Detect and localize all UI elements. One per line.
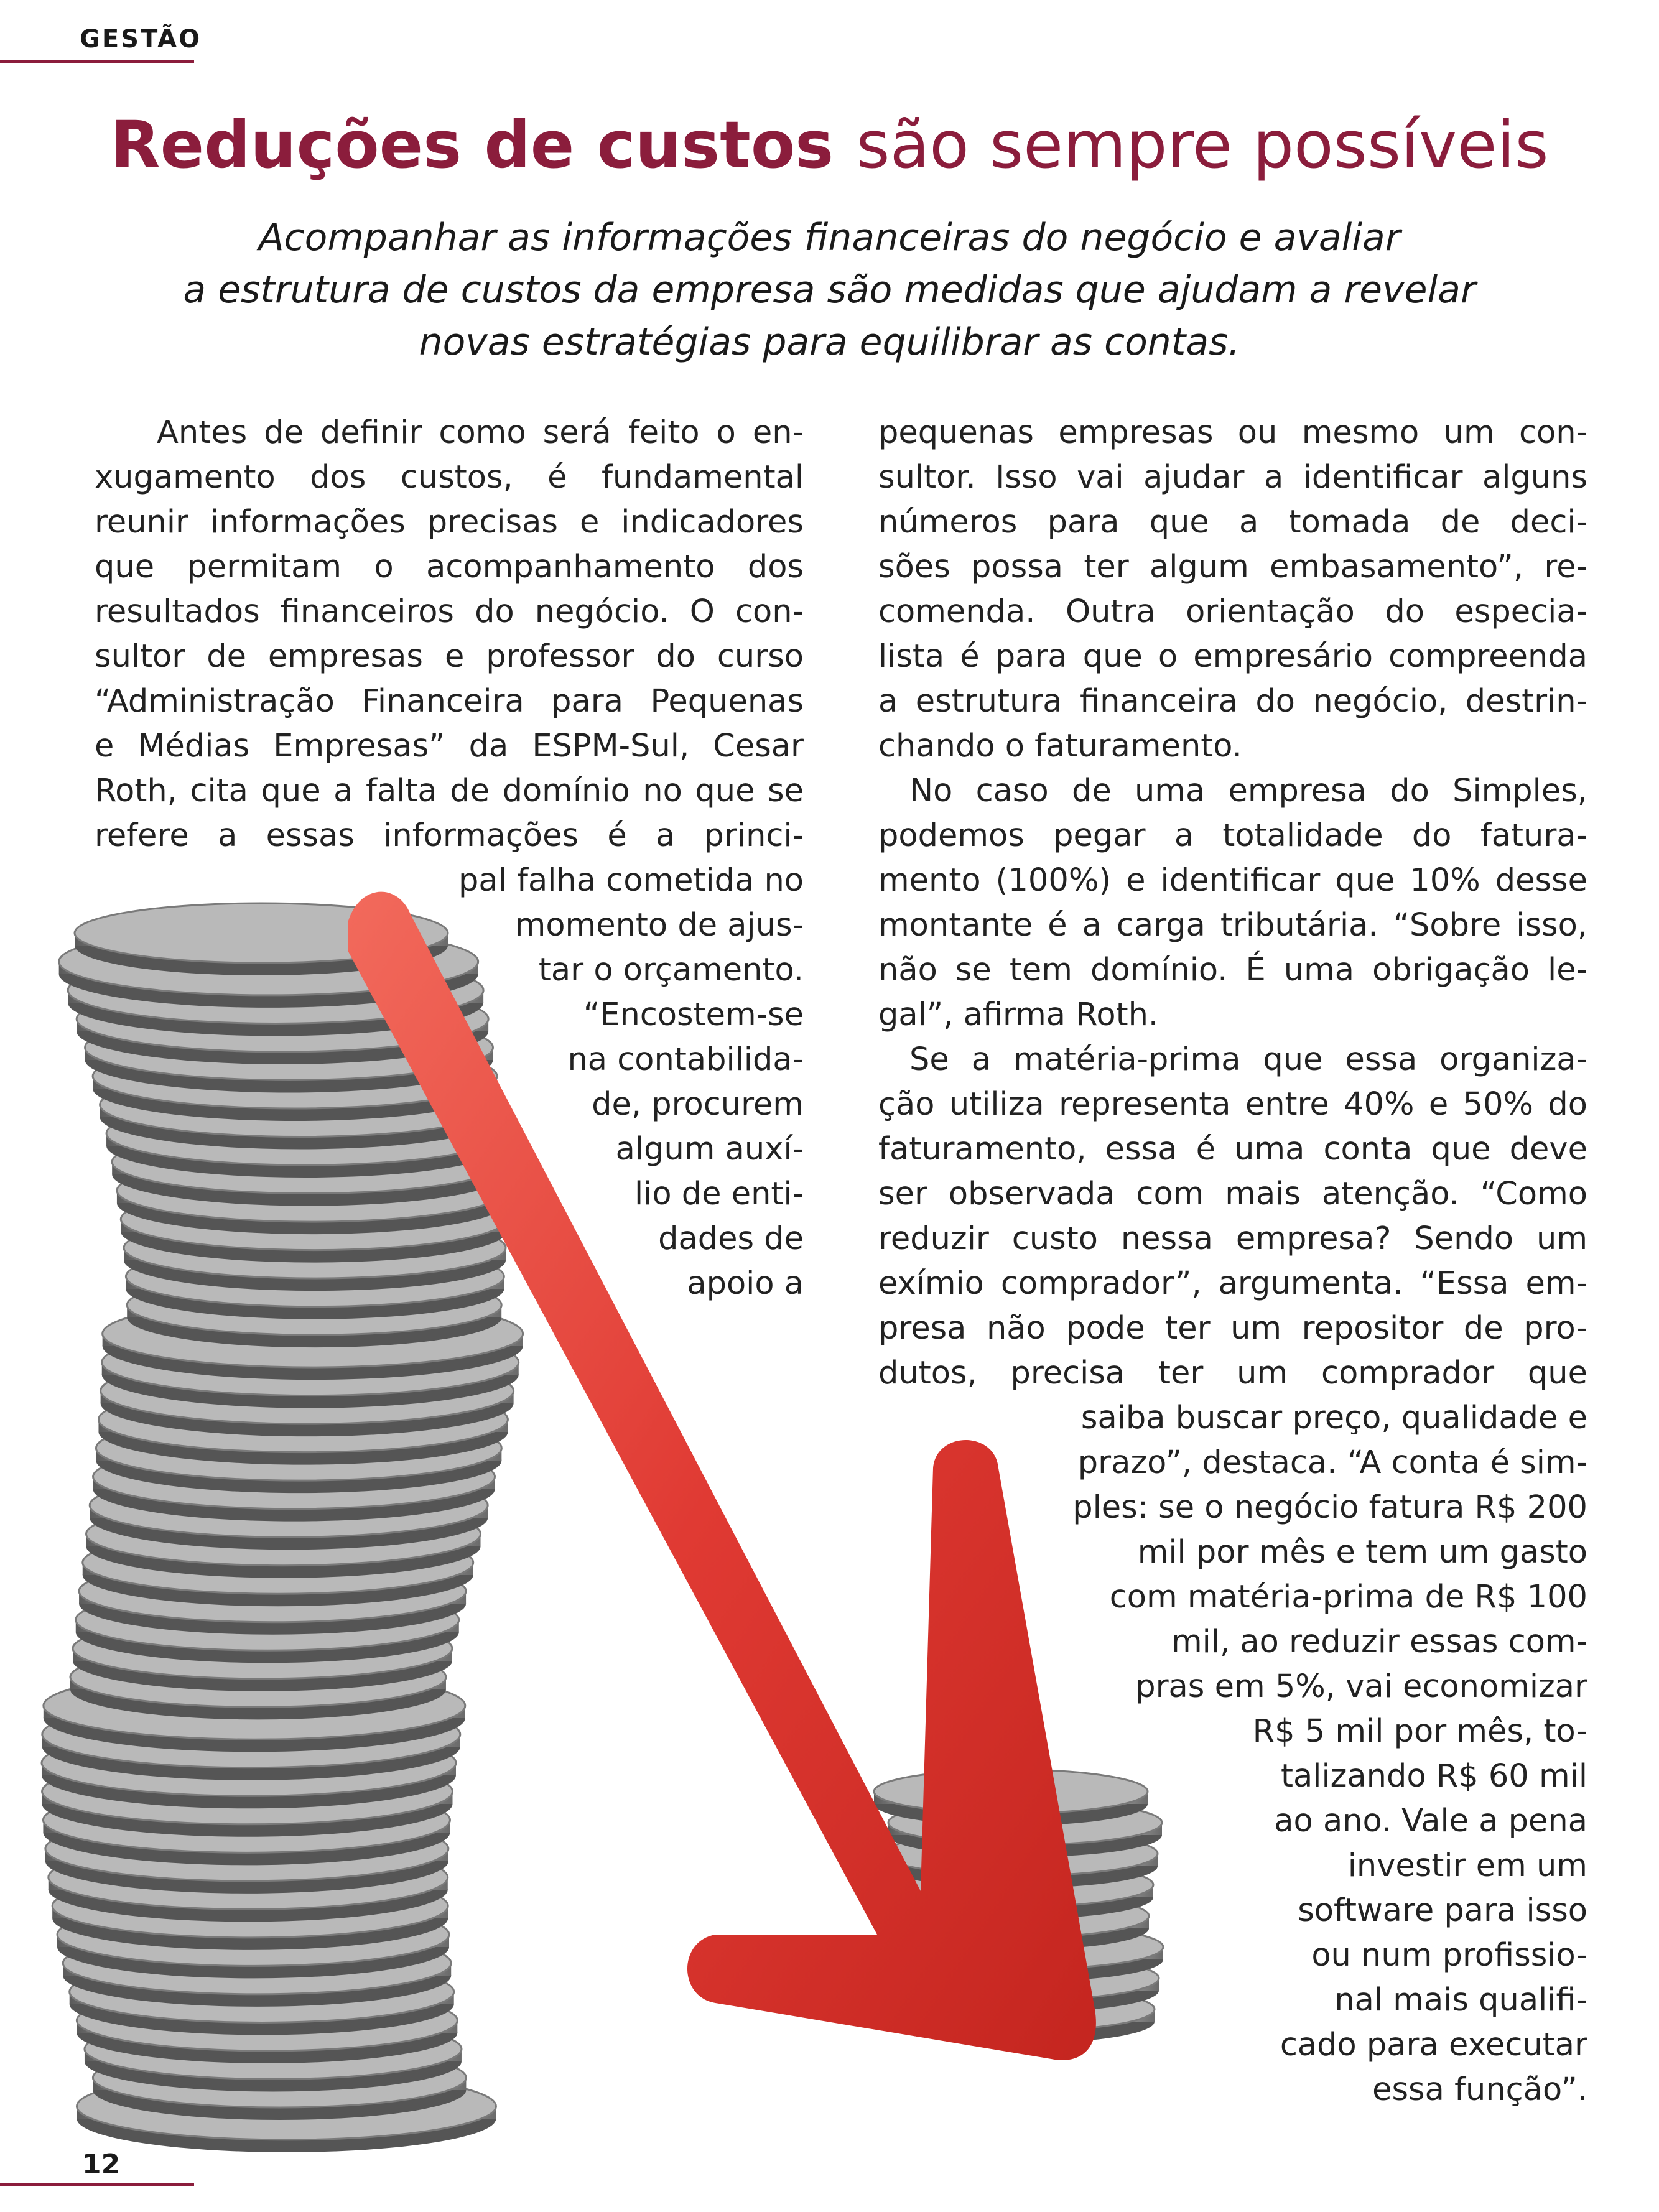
- text-line: “Administração Financeira para Pequenas: [95, 683, 804, 720]
- text-line: e Médias Empresas” da ESPM-Sul, Cesar: [95, 728, 804, 764]
- text-line: presa não pode ter um repositor de pro-: [878, 1310, 1587, 1347]
- text-line: não se tem domínio. É uma obrigação le-: [878, 952, 1587, 988]
- text-line: chando o faturamento.: [878, 728, 1242, 764]
- text-line: Se a matéria-prima que essa organiza-: [909, 1041, 1587, 1078]
- title-bold: Reduções de custos: [110, 107, 834, 183]
- text-line: reduzir custo nessa empresa? Sendo um: [878, 1220, 1587, 1257]
- text-line: investir em um: [1347, 1847, 1587, 1884]
- text-line: resultados financeiros do negócio. O con-: [95, 593, 804, 630]
- text-line: software para isso: [1298, 1892, 1587, 1929]
- text-line: mento (100%) e identificar que 10% desse: [878, 862, 1587, 899]
- text-line: mil, ao reduzir essas com-: [1171, 1624, 1587, 1660]
- text-line: de, procurem: [592, 1086, 804, 1123]
- text-line: No caso de uma empresa do Simples,: [909, 773, 1587, 809]
- text-line: números para que a tomada de deci-: [878, 504, 1587, 541]
- text-line: comenda. Outra orientação do especia-: [878, 593, 1587, 630]
- title-regular: são sempre possíveis: [856, 107, 1549, 183]
- text-line: mil por mês e tem um gasto: [1137, 1534, 1587, 1571]
- lead-line: a estrutura de custos da empresa são medidas que ajudam a revelar: [183, 268, 1476, 312]
- text-line: ção utiliza representa entre 40% e 50% do: [878, 1086, 1587, 1123]
- lead-line: Acompanhar as informações financeiras do negócio e avaliar: [258, 216, 1401, 259]
- text-line: momento de ajus-: [514, 907, 804, 944]
- text-line: ples: se o negócio fatura R$ 200: [1072, 1489, 1587, 1526]
- text-line: ao ano. Vale a pena: [1274, 1803, 1587, 1839]
- text-line: exímio comprador”, argumenta. “Essa em-: [878, 1265, 1587, 1302]
- text-line: pequenas empresas ou mesmo um con-: [878, 414, 1587, 451]
- text-line: faturamento, essa é uma conta que deve: [878, 1131, 1587, 1168]
- page-number: 12: [82, 2149, 121, 2180]
- text-line: R$ 5 mil por mês, to-: [1252, 1713, 1587, 1750]
- text-line: prazo”, destaca. “A conta é sim-: [1077, 1444, 1587, 1481]
- text-line: ou num profissio-: [1311, 1937, 1587, 1974]
- text-line: sões possa ter algum embasamento”, re-: [878, 549, 1587, 585]
- text-line: essa função”.: [1372, 2071, 1587, 2108]
- text-line: ser observada com mais atenção. “Como: [878, 1176, 1587, 1212]
- section-tag: GESTÃO: [80, 25, 202, 53]
- text-line: apoio a: [687, 1265, 804, 1302]
- text-line: sultor. Isso vai ajudar a identificar alguns: [878, 459, 1587, 496]
- text-line: na contabilida-: [567, 1041, 804, 1078]
- text-line: montante é a carga tributária. “Sobre isso,: [878, 907, 1587, 944]
- text-line: com matéria-prima de R$ 100: [1109, 1579, 1587, 1615]
- text-line: refere a essas informações é a princi-: [95, 817, 804, 854]
- text-line: xugamento dos custos, é fundamental: [95, 459, 804, 496]
- text-line: lista é para que o empresário compreenda: [878, 638, 1587, 675]
- text-line: reunir informações precisas e indicadores: [95, 504, 804, 541]
- left-column: [95, 411, 804, 1306]
- text-line: algum auxí-: [615, 1131, 804, 1168]
- text-line: sultor de empresas e professor do curso: [95, 638, 804, 675]
- text-line: Roth, cita que a falta de domínio no que se: [95, 773, 804, 809]
- text-line: tar o orçamento.: [538, 952, 804, 988]
- text-line: dutos, precisa ter um comprador que: [878, 1355, 1587, 1392]
- text-line: Antes de definir como será feito o en-: [157, 414, 804, 451]
- text-line: cado para executar: [1280, 2027, 1587, 2063]
- page-rule: [0, 2183, 194, 2186]
- right-column: [878, 411, 1587, 2112]
- text-line: podemos pegar a totalidade do fatura-: [878, 817, 1587, 854]
- text-line: saiba buscar preço, qualidade e: [1080, 1400, 1587, 1436]
- text-line: pal falha cometida no: [458, 862, 804, 899]
- text-line: a estrutura financeira do negócio, destrin-: [878, 683, 1587, 720]
- text-line: “Encostem-se: [583, 997, 804, 1033]
- text-line: lio de enti-: [634, 1176, 804, 1212]
- text-line: gal”, afirma Roth.: [878, 997, 1159, 1033]
- lead-line: novas estratégias para equilibrar as contas.: [419, 320, 1240, 364]
- text-line: pras em 5%, vai economizar: [1135, 1668, 1587, 1705]
- text-line: que permitam o acompanhamento dos: [95, 549, 804, 585]
- text-line: talizando R$ 60 mil: [1281, 1758, 1587, 1795]
- text-line: nal mais qualifi-: [1334, 1982, 1587, 2019]
- text-line: dades de: [658, 1220, 804, 1257]
